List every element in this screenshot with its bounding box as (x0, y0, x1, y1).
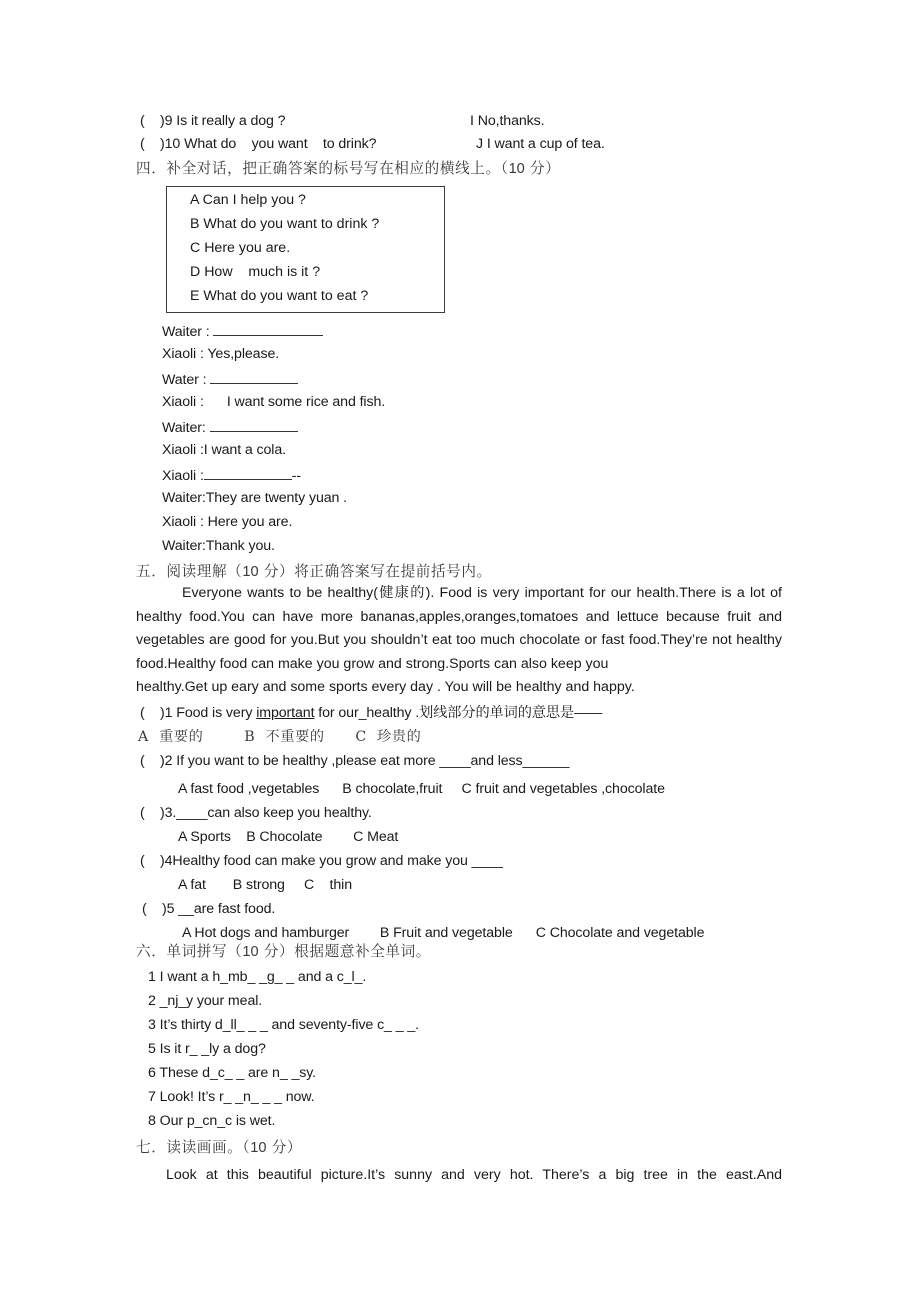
reading-question-2 (140, 753, 569, 770)
section-four-heading-suffix: 分） (524, 160, 561, 177)
dialogue-speaker-4: Xiaoli : I want some rice and fish. (162, 394, 386, 410)
question-row-9-answer (470, 113, 545, 130)
dialogue-trailing-7: -- (291, 468, 302, 484)
question-10-bracket: ( ) (140, 136, 165, 152)
question-9-text: Is it really a dog ? (176, 113, 286, 129)
dialogue-blank-3[interactable] (210, 418, 298, 432)
spelling-item-5[interactable]: 5 Is it r_ _ly a dog? (148, 1041, 266, 1057)
reading-q1-choices[interactable]: A 重要的 B 不重要的 C 珍贵的 (138, 729, 422, 745)
dialogue-options-box (166, 186, 445, 313)
answer-10-label: J (476, 136, 483, 152)
reading-question-1 (140, 705, 602, 722)
dialogue-option-a: A Can I help you ? (190, 192, 306, 208)
dialogue-line-2 (162, 346, 279, 363)
section-seven-heading-mid: 分） (266, 1139, 303, 1156)
reading-q5-bracket: ( ) (142, 901, 167, 917)
section-seven-points: 10 (250, 1140, 267, 1156)
section-four-points: 10 (508, 161, 525, 177)
spelling-item-1[interactable]: 1 I want a h_mb_ _g_ _ and a c_l_. (148, 969, 367, 985)
reading-q3-bracket: ( ) (140, 805, 165, 821)
section-seven-heading-body: 读读画画。（ (166, 1139, 251, 1156)
reading-question-4 (140, 853, 503, 870)
dialogue-line-7 (162, 466, 301, 485)
dialogue-speaker-2: Xiaoli : Yes,please. (162, 346, 280, 362)
question-row-10-answer (476, 136, 605, 153)
dialogue-speaker-3: Water : (162, 372, 211, 388)
dialogue-line-9 (162, 514, 292, 531)
dialogue-speaker-1: Waiter : (162, 324, 214, 340)
reading-q4-choices[interactable]: A fat B strong C thin (178, 877, 353, 893)
reading-q2-bracket: ( ) (140, 753, 165, 769)
reading-q4-bracket: ( ) (140, 853, 165, 869)
dialogue-option-e: E What do you want to eat ? (190, 288, 369, 304)
dialogue-blank-2[interactable] (210, 370, 298, 384)
dialogue-line-4 (162, 394, 385, 411)
dialogue-blank-4[interactable] (204, 466, 292, 480)
reading-q3-choices[interactable]: A Sports B Chocolate C Meat (178, 829, 399, 845)
section-six-heading-body: 单词拼写（ (166, 943, 243, 960)
spelling-item-7[interactable]: 7 Look! It’s r_ _n_ _ _ now. (148, 1089, 315, 1105)
dialogue-line-6 (162, 442, 286, 459)
reading-q4-stem: Healthy food can make you grow and make you ____ (172, 853, 503, 869)
question-10-text: What do you want to drink? (184, 136, 377, 152)
reading-q1-stem-before: Food is very (172, 705, 257, 721)
section-seven-heading-prefix: 七． (136, 1139, 167, 1156)
section-five-heading-prefix: 五． (136, 563, 167, 580)
section-five-heading (136, 563, 492, 581)
dialogue-line-1 (162, 322, 323, 341)
dialogue-line-10 (162, 538, 275, 555)
section-six-heading-prefix: 六． (136, 943, 167, 960)
dialogue-speaker-8: Waiter:They are twenty yuan . (162, 490, 348, 506)
section-five-heading-mid: 分）将正确答案写在提前括号内。 (258, 563, 492, 580)
reading-passage-tail: healthy.Get up eary and some sports every day . You will be healthy and happy. (136, 679, 635, 695)
dialogue-speaker-9: Xiaoli : Here you are. (162, 514, 293, 530)
spelling-item-3[interactable]: 3 It’s thirty d_ll_ _ _ and seventy-five c_ _ _. (148, 1017, 419, 1033)
reading-q1-number: 1 (164, 705, 173, 721)
dialogue-line-3 (162, 370, 298, 389)
reading-q3-stem: ____can also keep you healthy. (176, 805, 372, 821)
reading-q5-number: 5 (166, 901, 175, 917)
question-row-9-stem (140, 113, 285, 130)
reading-q2-number: 2 (164, 753, 173, 769)
answer-9-text: No,thanks. (477, 113, 545, 129)
section-four-heading (136, 160, 560, 178)
section-four-heading-prefix: 四． (136, 160, 167, 177)
question-9-number: 9 (164, 113, 173, 129)
question-10-number: 10 (164, 136, 181, 152)
section-seven-heading (136, 1139, 302, 1157)
dialogue-speaker-7: Xiaoli : (162, 468, 204, 484)
reading-passage-body: Everyone wants to be healthy(健康的). Food is very important for our health.There is a lot of healthy food.You can have more bananas,apples,oranges,tomatoes and lettuce because fruit and vegetables are good for you.But you shouldn’t eat too much chocolate or fast food.They’re not healthy food.Healthy food can make you grow and strong.Sports can also keep you (136, 585, 782, 672)
dialogue-speaker-10: Waiter:Thank you. (162, 538, 275, 554)
spelling-item-6[interactable]: 6 These d_c_ _ are n_ _sy. (148, 1065, 317, 1081)
section-six-heading (136, 943, 431, 961)
section-five-points: 10 (242, 564, 259, 580)
dialogue-line-5 (162, 418, 298, 437)
reading-q5-stem: __are fast food. (174, 901, 276, 917)
section-five-heading-body: 阅读理解（ (166, 563, 243, 580)
dialogue-speaker-5: Waiter: (162, 420, 210, 436)
reading-q5-choices[interactable]: A Hot dogs and hamburger B Fruit and vegetable C Chocolate and vegetable (182, 925, 705, 941)
reading-q1-underlined-word: important (256, 705, 315, 721)
reading-q1-bracket: ( ) (140, 705, 165, 721)
dialogue-option-d: D How much is it ? (190, 264, 321, 280)
question-row-10-stem (140, 136, 376, 153)
reading-q3-number: 3. (164, 805, 177, 821)
dialogue-line-8 (162, 490, 347, 507)
answer-10-text: I want a cup of tea. (486, 136, 605, 152)
reading-q2-choices[interactable]: A fast food ,vegetables B chocolate,fruit C fruit and vegetables ,chocolate (178, 781, 665, 797)
reading-q2-stem: If you want to be healthy ,please eat more ____and less______ (172, 753, 570, 769)
reading-q1-stem-after: for our_healthy .划线部分的单词的意思是—— (314, 705, 603, 721)
dialogue-speaker-6: Xiaoli :I want a cola. (162, 442, 286, 458)
reading-question-5 (142, 901, 275, 918)
dialogue-blank-1[interactable] (213, 322, 323, 336)
section-six-heading-mid: 分）根据题意补全单词。 (258, 943, 431, 960)
section-six-points: 10 (242, 944, 259, 960)
dialogue-option-c: C Here you are. (190, 240, 291, 256)
spelling-item-2[interactable]: 2 _nj_y your meal. (148, 993, 263, 1009)
answer-9-label: I (470, 113, 474, 129)
question-9-bracket: ( ) (140, 113, 165, 129)
reading-question-3 (140, 805, 372, 822)
section-four-heading-body: 补全对话，把正确答案的标号写在相应的横线上。（ (166, 160, 509, 177)
reading-q4-number: 4 (164, 853, 173, 869)
spelling-item-8[interactable]: 8 Our p_cn_c is wet. (148, 1113, 276, 1129)
dialogue-option-b: B What do you want to drink ? (190, 216, 380, 232)
drawing-task-passage: Look at this beautiful picture.It’s sunny and very hot. There’s a big tree in the east.And (166, 1167, 782, 1183)
